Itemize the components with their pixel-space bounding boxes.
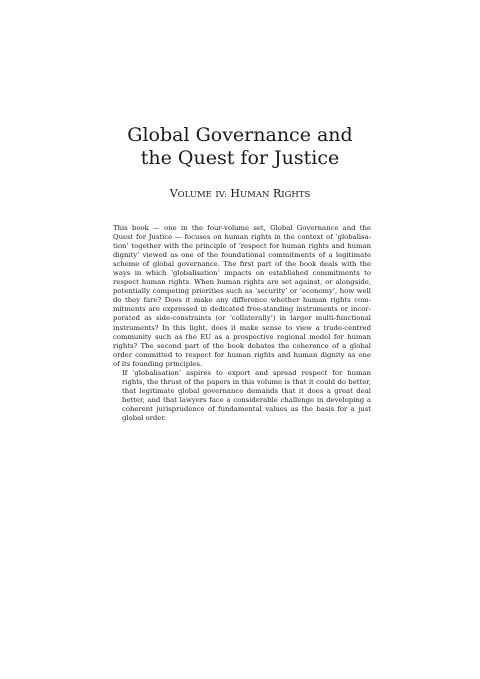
text-line: of its founding principles.: [113, 359, 203, 368]
text-line: community such as the EU as a prospective regional model for human: [113, 332, 371, 341]
text-line: coherent jurisprudence of fundamental values as the basis for a just: [122, 404, 371, 413]
text-line: instruments? In this light, does it make sense to view a trade-centred: [113, 323, 371, 332]
subtitle-sc-ights: IGHTS: [281, 190, 311, 200]
text-line: mitments are expressed in dedicated free-standing instruments or incor-: [113, 305, 371, 314]
text-line: better, and that lawyers face a considerable challenge in developing a: [122, 395, 371, 404]
subtitle-cap-r: R: [272, 187, 282, 200]
subtitle-cap-v: V: [169, 187, 178, 200]
text-line: Quest for Justice — focuses on human rights in the context of ‘globalisa-: [113, 233, 371, 242]
subtitle-sc-olume: OLUME: [177, 190, 212, 200]
book-title-line-2: the Quest for Justice: [140, 147, 340, 169]
text-line: rights, the thrust of the papers in this volume is that it could do better,: [122, 377, 371, 386]
text-line: rights? The second part of the book debates the coherence of a global: [113, 341, 371, 350]
text-line: order committed to respect for human rights and human dignity as one: [113, 350, 371, 359]
text-line: respect human rights. When human rights are set against, or alongside,: [113, 278, 371, 287]
text-line: This book — one in the four-volume set, Global Governance and the: [113, 224, 371, 232]
subtitle-sc-uman: UMAN: [239, 190, 270, 200]
book-title-line-1: Global Governance and: [127, 124, 353, 146]
text-line: ways in which ‘globalisation’ impacts on established commitments to: [113, 269, 371, 278]
book-description: [113, 224, 371, 423]
text-line: scheme of global governance. The first part of the book deals with the: [113, 260, 371, 269]
text-line: If ‘globalisation’ aspires to export and spread respect for human: [122, 368, 371, 377]
subtitle-cap-h: H: [230, 187, 240, 200]
volume-subtitle: [0, 187, 480, 202]
text-line: dignity’ viewed as one of the foundational commitments of a legitimate: [113, 251, 371, 260]
text-line: tion’ together with the principle of ‘respect for human rights and human: [113, 242, 371, 251]
text-line: that legitimate global governance demands that it does a great deal: [122, 386, 371, 395]
text-line: do they fare? Does it make any difference whether human rights com-: [113, 296, 371, 305]
text-line: potentially competing priorities such as ‘security’ or ‘economy’, how well: [113, 287, 371, 296]
description-paragraph-2: [113, 369, 371, 423]
description-paragraph-1: [113, 224, 371, 369]
subtitle-sc-iv: IV:: [215, 190, 227, 200]
text-line: global order.: [122, 413, 167, 422]
book-title: [0, 124, 480, 170]
text-line: porated as side-constraints (or ‘collaterally’) in larger multi-functional: [113, 314, 371, 323]
